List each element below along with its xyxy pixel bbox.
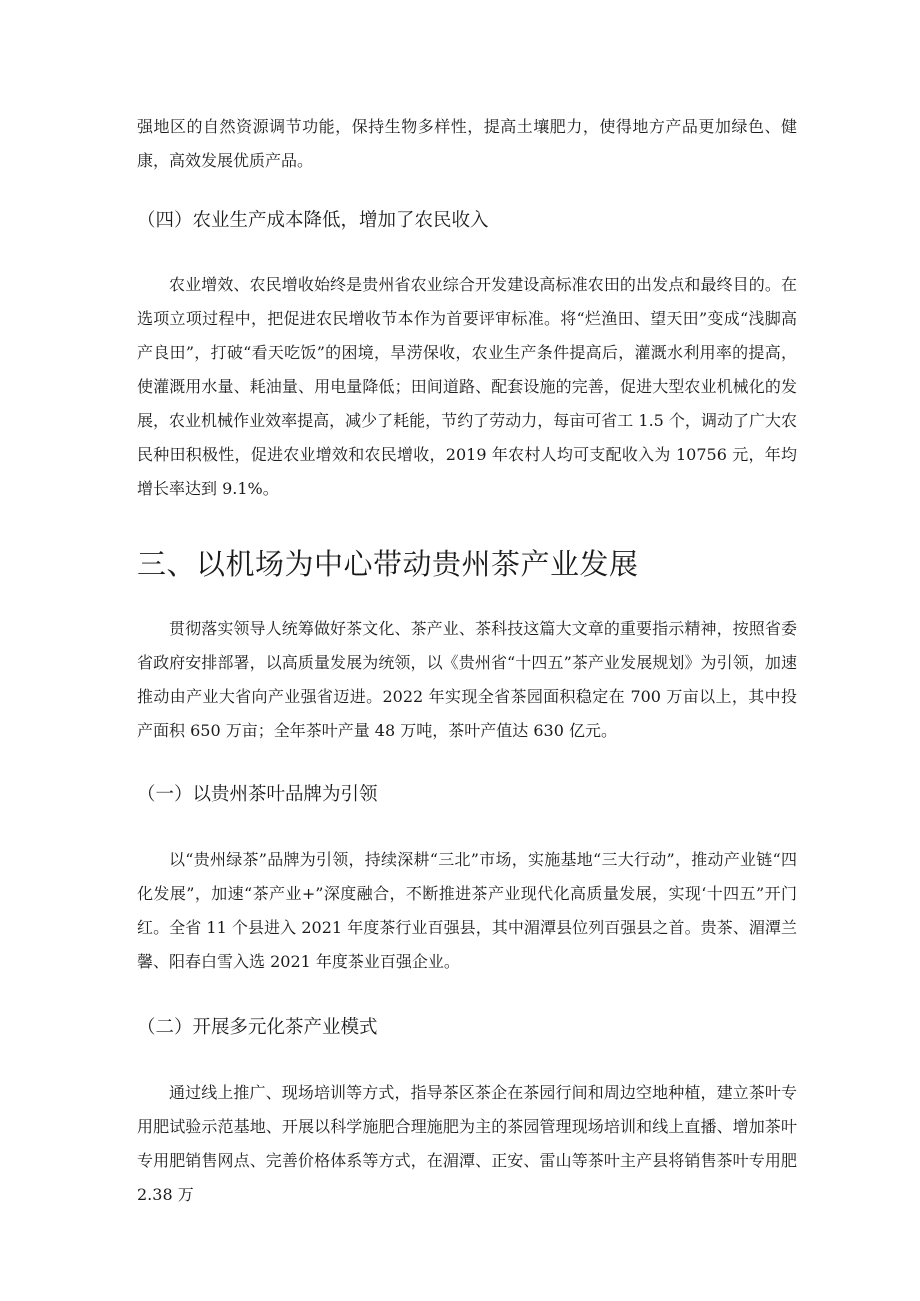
paragraph-tea-model: 通过线上推广、现场培训等方式，指导茶区茶企在茶园行间和周边空地种植，建立茶叶专用肥试验示范基地、开展以科学施肥合理施肥为主的茶园管理现场培训和线上直播、增加茶叶专用肥销售网点、完善价格体系等方式，在湄潭、正安、雷山等茶叶主产县将销售茶叶专用肥 2.38 万 [137,1083,797,1204]
section-heading-four: （四）农业生产成本降低，增加了农民收入 [137,210,489,231]
chapter-heading-three: 三、以机场为中心带动贵州茶产业发展 [137,547,639,581]
section-heading-one: （一）以贵州茶叶品牌为引领 [137,784,378,805]
section-heading-two: （二）开展多元化茶产业模式 [137,1017,378,1038]
paragraph-tea-industry-overview: 贯彻落实领导人统筹做好茶文化、茶产业、茶科技这篇大文章的重要指示精神，按照省委省政府安排部署，以高质量发展为统领，以《贵州省“十四五”茶产业发展规划》为引领，加速推动由产业大省向产业强省迈进。2022 年实现全省茶园面积稳定在 700 万亩以上，其中投产面积 650 万亩；全年茶叶产量 48 万吨，茶叶产值达 630 亿元。 [137,619,797,740]
paragraph-ecology-continued: 强地区的自然资源调节功能，保持生物多样性，提高土壤肥力，使得地方产品更加绿色、健康，高效发展优质产品。 [137,117,797,170]
paragraph-farmer-income: 农业增效、农民增收始终是贵州省农业综合开发建设高标准农田的出发点和最终目的。在选项立项过程中，把促进农民增收节本作为首要评审标准。将“烂渔田、望天田”变成“浅脚高产良田”，打破“看天吃饭”的困境，旱涝保收，农业生产条件提高后，灌溉水利用率的提高，使灌溉用水量、耗油量、用电量降低；田间道路、配套设施的完善，促进大型农业机械化的发展，农业机械作业效率提高，减少了耗能，节约了劳动力，每亩可省工 1.5 个，调动了广大农民种田积极性，促进农业增效和农民增收，2019 年农村人均可支配收入为 10756 元，年均增长率达到 9.1%。 [137,275,797,498]
paragraph-tea-brand: 以“贵州绿茶”品牌为引领，持续深耕“三北”市场，实施基地“三大行动”，推动产业链“四化发展”，加速“茶产业+”深度融合，不断推进茶产业现代化高质量发展，实现‘十四五”开门红。全省 11 个县进入 2021 年度茶行业百强县，其中湄潭县位列百强县之首。贵茶、湄潭兰馨、阳春白雪入选 2021 年度茶业百强企业。 [137,850,797,971]
